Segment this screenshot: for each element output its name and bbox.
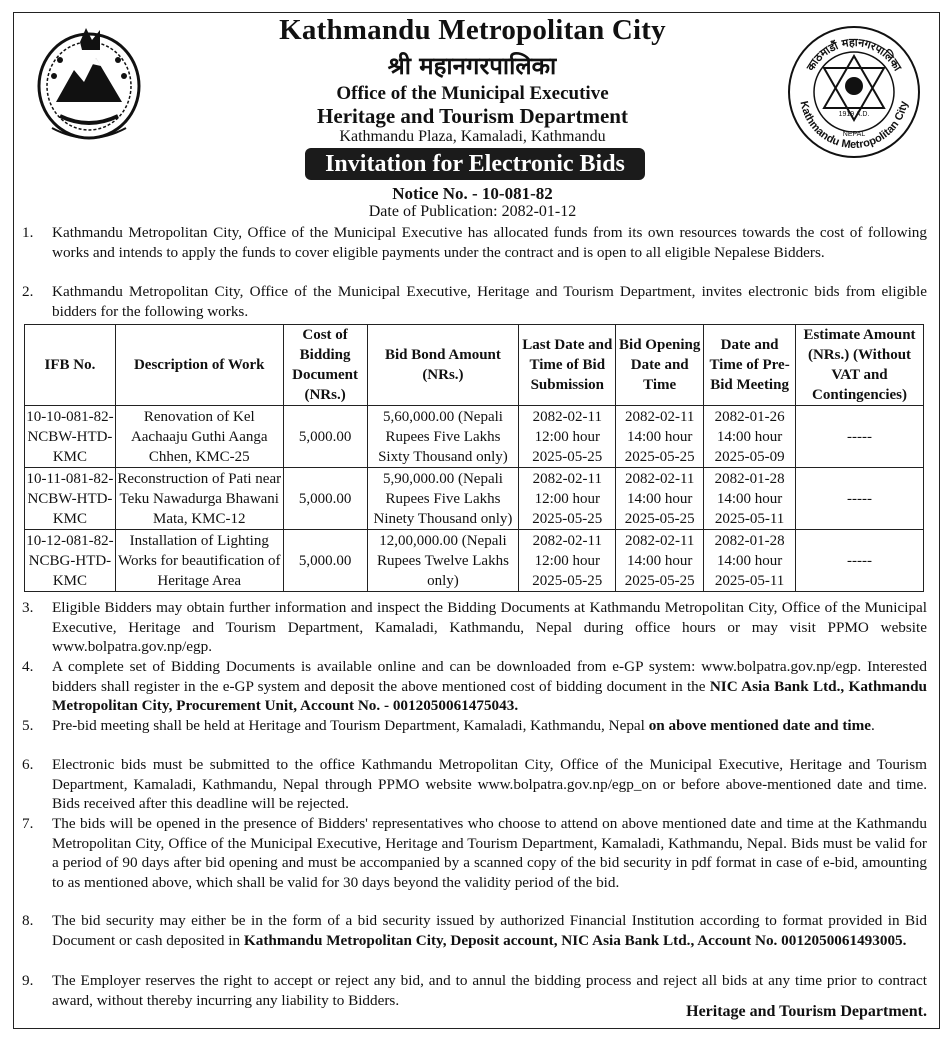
invitation-banner: Invitation for Electronic Bids <box>305 148 645 180</box>
paragraph-text-part: . <box>871 717 875 734</box>
paragraph-4 <box>22 657 927 716</box>
paragraph-text: The bids will be opened in the presence of Bidders' representatives who choose to attend on above mentioned date and time at the Kathmandu Metropolitan City, Office of the Municipal Executive, Heritage and Tourism Department, Kamaladi, Kathmandu, Nepal. Bids must be valid for a period of 90 days after bid opening and must be accompanied by a scanned copy of the bid security in pdf format in case of e-bid, amounting to as mentioned above, which shall be valid for 30 days beyond the validity period of the bid. <box>52 815 927 891</box>
seal-bottom-text: Kathmandu Metropolitan City <box>797 99 911 152</box>
paragraph-text: Kathmandu Metropolitan City, Office of the Municipal Executive, Heritage and Tourism Department, invites electronic bids from eligible bidders for the following works. <box>52 283 927 320</box>
page-title: Kathmandu Metropolitan City <box>279 14 666 46</box>
table-row <box>25 468 924 530</box>
table-cell: 12,00,000.00 (Nepali Rupees Twelve Lakhs only) <box>367 530 519 592</box>
paragraph-number: 5. <box>22 717 34 734</box>
table-cell: 2082-02-11 12:00 hour 2025-05-25 <box>519 530 616 592</box>
table-cell: 2082-01-28 14:00 hour 2025-05-11 <box>704 468 796 530</box>
table-cell: Reconstruction of Pati near Teku Nawadurga Bhawani Mata, KMC-12 <box>115 468 283 530</box>
paragraph-text-part: A complete set of Bidding Documents is available online and can be downloaded from e-GP system: www.bolpatra.gov.np/egp. Interested bidders shall register in the e-GP system and deposit the above mentioned cost of bidding document in the <box>52 658 927 695</box>
nepal-emblem-icon <box>30 20 148 150</box>
paragraph-5 <box>22 716 927 736</box>
date-time-bold: on above mentioned date and time <box>648 717 872 734</box>
nepali-title-logotype <box>180 48 765 82</box>
table-cell: 2082-01-26 14:00 hour 2025-05-09 <box>704 406 796 468</box>
table-cell: 5,000.00 <box>283 530 367 592</box>
paragraph-text <box>52 716 927 736</box>
column-header: IFB No. <box>25 325 116 406</box>
paragraph-3 <box>22 598 927 657</box>
paragraph-number: 6. <box>22 756 34 773</box>
table-cell: 2082-02-11 14:00 hour 2025-05-25 <box>616 468 704 530</box>
paragraph-text <box>52 657 927 716</box>
table-header-row <box>25 325 924 406</box>
paragraph-number: 8. <box>22 912 34 929</box>
paragraph-text <box>52 911 927 950</box>
signature-line: Heritage and Tourism Department. <box>686 1003 927 1020</box>
table-cell: ----- <box>796 468 924 530</box>
office-heading: Office of the Municipal Executive <box>336 83 609 104</box>
table-row <box>25 406 924 468</box>
paragraph-number: 9. <box>22 972 34 989</box>
bids-table <box>24 324 924 592</box>
table-cell: ----- <box>796 406 924 468</box>
paragraph-number: 4. <box>22 658 34 675</box>
paragraph-text: The Employer reserves the right to accept or reject any bid, and to annul the bidding process and reject all bids at any time prior to contract award, without thereby incurring any liability to Bidders. <box>52 972 927 1009</box>
table-cell: 5,000.00 <box>283 468 367 530</box>
paragraph-number: 1. <box>22 224 34 241</box>
paragraph-text: Kathmandu Metropolitan City, Office of the Municipal Executive has allocated funds from its own resources towards the cost of following works and intends to apply the funds to cover eligible payments under the contract and is open to all eligible Nepalese Bidders. <box>52 224 927 261</box>
paragraph-number: 7. <box>22 815 34 832</box>
table-cell: Installation of Lighting Works for beautification of Heritage Area <box>115 530 283 592</box>
seal-center-label: NEPAL <box>842 131 866 138</box>
paragraph-7 <box>22 814 927 892</box>
table-row <box>25 530 924 592</box>
bank-account-bold: NIC Asia Bank Ltd., Kathmandu Metropolitan City, Procurement Unit, Account No. - 0012050061475043. <box>52 677 927 714</box>
table-cell: 2082-02-11 14:00 hour 2025-05-25 <box>616 406 704 468</box>
paragraph-number: 3. <box>22 599 34 616</box>
department-heading: Heritage and Tourism Department <box>317 104 628 128</box>
column-header: Estimate Amount (NRs.) (Without VAT and Contingencies) <box>796 325 924 406</box>
column-header: Last Date and Time of Bid Submission <box>519 325 616 406</box>
table-cell: 2082-02-11 12:00 hour 2025-05-25 <box>519 468 616 530</box>
table-cell: ----- <box>796 530 924 592</box>
paragraph-2 <box>22 282 927 321</box>
paragraph-text-part: The bid security may either be in the form of a bid security issued by authorized Financial Institution according to format provided in Bid Document or cash deposited in <box>52 912 927 949</box>
column-header: Bid Opening Date and Time <box>616 325 704 406</box>
paragraph-text: Electronic bids must be submitted to the office Kathmandu Metropolitan City, Office of the Municipal Executive, Heritage and Tourism Department, Kamaladi, Kathmandu, Nepal through PPMO website www.bolpatra.gov.np/egp_on or before above-mentioned date and time. Bids received after this deadline will be rejected. <box>52 756 927 812</box>
paragraph-8 <box>22 911 927 950</box>
table-cell: 5,90,000.00 (Nepali Rupees Five Lakhs Ninety Thousand only) <box>367 468 519 530</box>
paragraph-1 <box>22 223 927 262</box>
publication-date: Date of Publication: 2082-01-12 <box>368 203 577 220</box>
table-cell: 10-11-081-82-NCBW-HTD-KMC <box>25 468 116 530</box>
paragraph-text: Eligible Bidders may obtain further information and inspect the Bidding Documents at Kathmandu Metropolitan City, Office of the Municipal Executive, Heritage and Tourism Department, Kamaladi, Kathmandu, Nepal during office hours or may visit PPMO website www.bolpatra.gov.np/egp. <box>52 599 927 655</box>
nepali-title-text: श्री महानगरपालिका <box>387 52 557 80</box>
table-cell: 2082-01-28 14:00 hour 2025-05-11 <box>704 530 796 592</box>
column-header: Bid Bond Amount (NRs.) <box>367 325 519 406</box>
paragraph-number: 2. <box>22 283 34 300</box>
table-cell: 2082-02-11 14:00 hour 2025-05-25 <box>616 530 704 592</box>
paragraph-text-part: Pre-bid meeting shall be held at Heritage and Tourism Department, Kamaladi, Kathmandu, Nepal <box>52 717 649 734</box>
table-cell: 5,000.00 <box>283 406 367 468</box>
table-cell: 5,60,000.00 (Nepali Rupees Five Lakhs Sixty Thousand only) <box>367 406 519 468</box>
notice-number: Notice No. - 10-081-82 <box>392 184 553 203</box>
table-cell: 2082-02-11 12:00 hour 2025-05-25 <box>519 406 616 468</box>
deposit-account-bold: Kathmandu Metropolitan City, Deposit account, NIC Asia Bank Ltd., Account No. 0012050061493005. <box>243 931 907 949</box>
column-header: Date and Time of Pre-Bid Meeting <box>704 325 796 406</box>
kmc-seal-icon <box>786 24 922 160</box>
address-line: Kathmandu Plaza, Kamaladi, Kathmandu <box>339 128 606 145</box>
table-cell: Renovation of Kel Aachaaju Guthi Aanga Chhen, KMC-25 <box>115 406 283 468</box>
column-header: Description of Work <box>115 325 283 406</box>
table-cell: 10-12-081-82-NCBG-HTD-KMC <box>25 530 116 592</box>
paragraph-6 <box>22 755 927 814</box>
column-header: Cost of Bidding Document (NRs.) <box>283 325 367 406</box>
seal-top-text: काठमाडौं महानगरपालिका <box>803 35 905 74</box>
seal-year: 1919 A.D. <box>838 111 870 118</box>
table-cell: 10-10-081-82-NCBW-HTD-KMC <box>25 406 116 468</box>
